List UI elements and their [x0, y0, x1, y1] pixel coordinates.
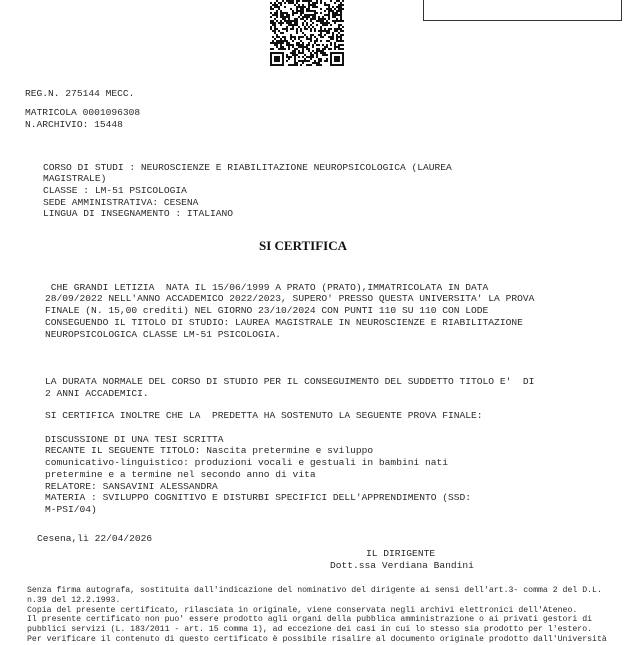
thesis-title-line: RECANTE IL SEGUENTE TITOLO: Nascita pretermine e sviluppo [45, 445, 374, 456]
teaching-language: LINGUA DI INSEGNAMENTO : ITALIANO [43, 208, 233, 219]
course-of-study-line2: MAGISTRALE) [43, 173, 107, 184]
footer-line5: pubblici servizi (L. 183/2011 - art. 15 comma 1), ad eccezione dei casi in cui lo stesso sia prodotto per l'estero. [27, 625, 593, 635]
footer-notes [27, 586, 607, 645]
certification-line2: 28/09/2022 NELL'ANNO ACCADEMICO 2022/2023, SUPERO' PRESSO QUESTA UNIVERSITA' LA PROVA [45, 293, 535, 304]
thesis-supervisor: RELATORE: SANSAVINI ALESSANDRA [45, 481, 218, 492]
stamp-box [423, 0, 622, 21]
thesis-title-line2: comunicativo-linguistico: produzioni vocali e gestuali in bambini nati [45, 457, 449, 468]
signature-name: Dott.ssa Verdiana Bandini [330, 560, 474, 571]
certification-line3: FINALE (N. 15,00 crediti) NEL GIORNO 23/10/2024 CON PUNTI 110 SU 110 CON LODE [45, 305, 489, 316]
thesis-line1: DISCUSSIONE DI UNA TESI SCRITTA [45, 434, 224, 445]
place-and-date: Cesena,lì 22/04/2026 [37, 533, 153, 544]
thesis-subject-line1: MATERIA : SVILUPPO COGNITIVO E DISTURBI SPECIFICI DELL'APPRENDIMENTO (SSD: [45, 492, 472, 503]
footer-line6: Per verificare il contenuto di questo certificato è possibile risalire al documento originale prodotto dall'Università [27, 634, 607, 644]
thesis-title-line3: pretermine e a termine nel secondo anno di vita [45, 469, 316, 480]
footer-line4: Il presente certificato non puo' essere prodotto agli organi della pubblica amministrazione o ai privati gestori di [27, 615, 593, 625]
certification-line5: NEUROPSICOLOGICA CLASSE LM-51 PSICOLOGIA. [45, 329, 282, 340]
signature-role: IL DIRIGENTE [366, 548, 436, 559]
degree-class: CLASSE : LM-51 PSICOLOGIA [43, 185, 187, 196]
matricola-number: MATRICOLA 0001096308 [25, 107, 141, 118]
footer-line2: n.39 del 12.2.1993. [27, 595, 121, 605]
certification-line1: CHE GRANDI LETIZIA NATA IL 15/06/1999 A PRATO (PRATO),IMMATRICOLATA IN DATA [45, 282, 489, 293]
certificate-heading: SI CERTIFICA [258, 238, 348, 253]
qr-code-icon [270, 0, 344, 66]
duration-line2: 2 ANNI ACCADEMICI. [45, 388, 149, 399]
footer-line1: Senza firma autografa, sostituita dall'indicazione del nominativo del dirigente ai sensi dell'art.3- comma 2 del D.L. [27, 586, 602, 595]
also-certify-line: SI CERTIFICA INOLTRE CHE LA PREDETTA HA SOSTENUTO LA SEGUENTE PROVA FINALE: [45, 410, 483, 421]
archive-number: N.ARCHIVIO: 15448 [25, 119, 123, 130]
course-of-study-line1: CORSO DI STUDI : NEUROSCIENZE E RIABILITAZIONE NEUROPSICOLOGICA (LAUREA [43, 162, 452, 173]
duration-line1: LA DURATA NORMALE DEL CORSO DI STUDIO PER IL CONSEGUIMENTO DEL SUDDETTO TITOLO E' DI [45, 376, 535, 387]
administrative-seat: SEDE AMMINISTRATIVA: CESENA [43, 197, 199, 208]
registration-number: REG.N. 275144 MECC. [25, 88, 135, 99]
certification-line4: CONSEGUENDO IL TITOLO DI STUDIO: LAUREA MAGISTRALE IN NEUROSCIENZE E RIABILITAZIONE [45, 317, 523, 328]
thesis-subject-line2: M-PSI/04) [45, 504, 97, 515]
footer-line3: Copia del presente certificato, rilasciata in originale, viene conservata negli archivi elettronici dell'Ateneo. [27, 605, 578, 615]
